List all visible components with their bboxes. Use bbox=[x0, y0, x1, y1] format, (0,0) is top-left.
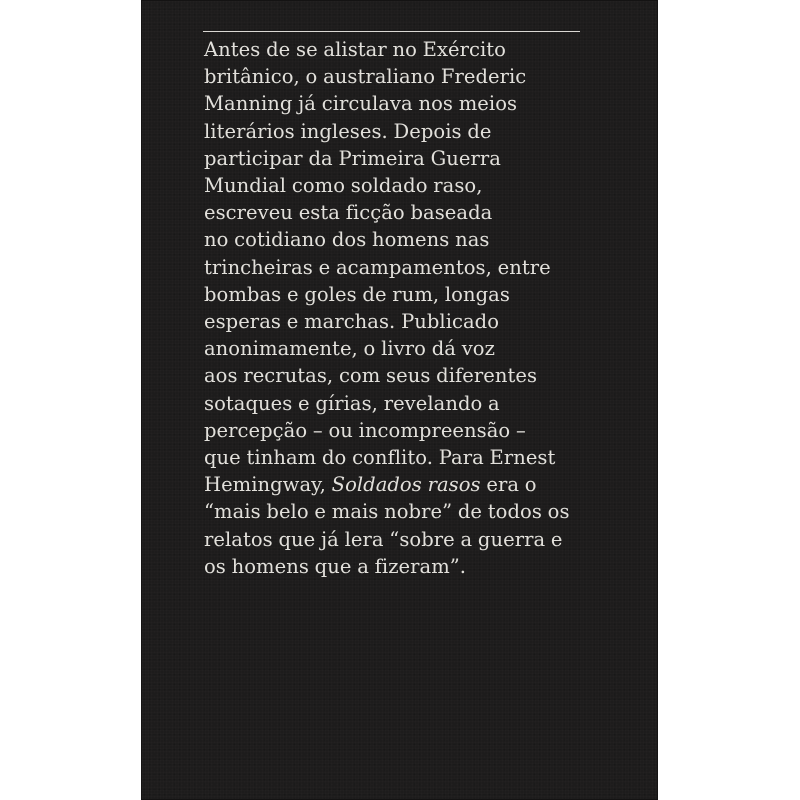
blurb-line: trincheiras e acampamentos, entre bbox=[204, 254, 551, 279]
blurb-line: Mundial como soldado raso, bbox=[204, 173, 483, 198]
blurb-line: os homens que a fizeram”. bbox=[204, 553, 467, 578]
blurb-line: bombas e goles de rum, longas bbox=[204, 281, 510, 306]
book-title-italic: Soldados rasos bbox=[331, 472, 481, 497]
blurb-line: esperas e marchas. Publicado bbox=[204, 309, 500, 334]
blurb-line: aos recrutas, com seus diferentes bbox=[204, 363, 538, 388]
blurb-line: anonimamente, o livro dá voz bbox=[204, 336, 495, 361]
blurb-text bbox=[204, 36, 624, 580]
blurb-line-with-title bbox=[204, 471, 614, 498]
blurb-line: no cotidiano dos homens nas bbox=[204, 227, 490, 252]
blurb-line: relatos que já lera “sobre a guerra e bbox=[204, 526, 563, 551]
blurb-line: sotaques e gírias, revelando a bbox=[204, 390, 500, 415]
blurb-text-before-title: Hemingway, bbox=[204, 472, 332, 497]
blurb-line: Manning já circulava nos meios bbox=[204, 91, 518, 116]
blurb-text-after-title: era o bbox=[480, 472, 537, 497]
blurb-line: participar da Primeira Guerra bbox=[204, 145, 501, 170]
blurb-line: Antes de se alistar no Exército bbox=[204, 37, 506, 61]
blurb-line: que tinham do conflito. Para Ernest bbox=[204, 445, 556, 470]
blurb-line: britânico, o australiano Frederic bbox=[204, 64, 527, 89]
blurb-line: percepção – ou incompreensão – bbox=[204, 417, 526, 442]
blurb-line: “mais belo e mais nobre” de todos os bbox=[204, 499, 570, 524]
blurb-line: literários ingleses. Depois de bbox=[204, 118, 492, 143]
blurb-line: escreveu esta ficção baseada bbox=[204, 200, 493, 225]
top-rule-divider bbox=[203, 31, 580, 32]
